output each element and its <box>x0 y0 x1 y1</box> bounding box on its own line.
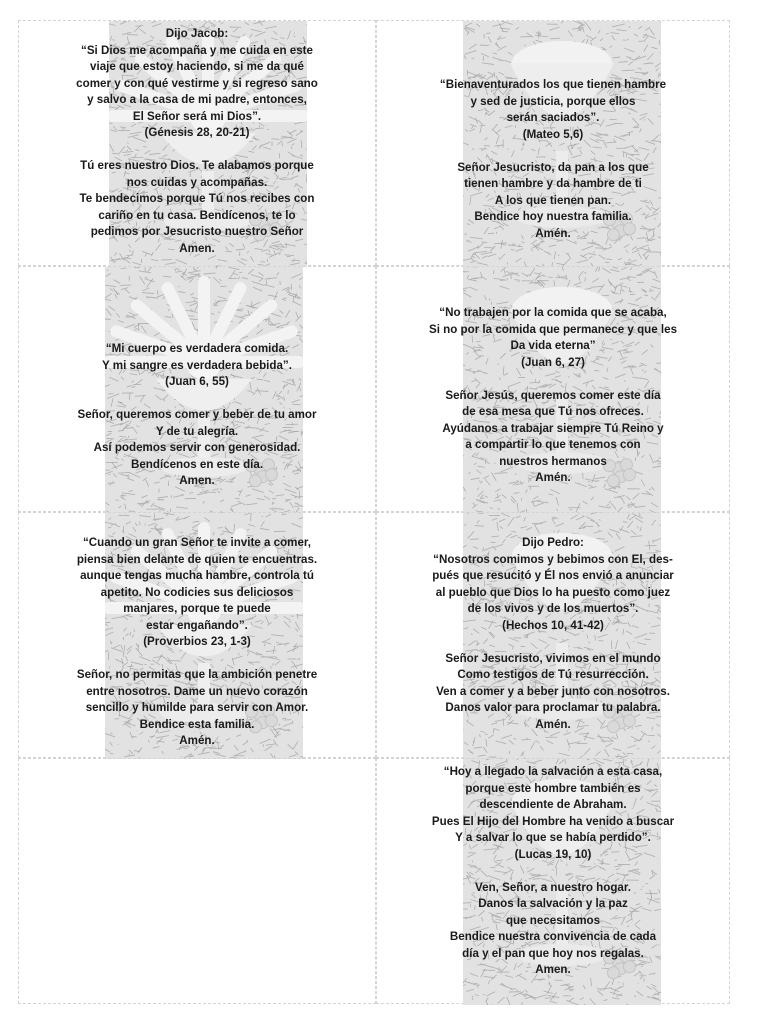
card-line: cariño en tu casa. Bendícenos, te lo <box>98 208 296 222</box>
card-line: A los que tienen pan. <box>494 193 612 207</box>
card-text <box>377 77 729 242</box>
card-text <box>377 305 729 487</box>
card-line: Amen. <box>179 241 215 255</box>
paragraph-gap <box>19 651 375 668</box>
card-line: comer y con qué vestirme y si regreso sano <box>76 76 318 90</box>
card-line: porque este hombre también es <box>465 781 641 795</box>
prayer-card-4 <box>376 266 730 512</box>
card-line: “Si Dios me acompaña y me cuida en este <box>81 43 313 57</box>
card-line: que necesitamos <box>505 913 601 927</box>
card-line: Bendícenos en este día. <box>130 457 264 471</box>
paragraph-gap <box>377 863 729 880</box>
paragraph-gap <box>19 391 375 408</box>
card-line: Señor, no permitas que la ambición penetre <box>76 668 318 681</box>
card-line: Ayúdanos a trabajar siempre Tú Reino y <box>442 421 664 435</box>
card-line: día y el pan que hoy nos regalas. <box>462 946 644 960</box>
prayer-card-7 <box>18 758 376 1004</box>
card-line: aunque tengas mucha hambre, controla tú <box>80 569 314 582</box>
prayer-card-5 <box>18 512 376 758</box>
card-line: (Juan 6, 55) <box>165 375 229 388</box>
card-line: y salvo a la casa de mi padre, entonces, <box>87 93 307 106</box>
card-text <box>19 535 375 750</box>
card-line: Señor, queremos comer y beber de tu amor <box>77 408 317 421</box>
paragraph-gap <box>377 634 729 651</box>
paragraph-gap <box>377 143 729 160</box>
card-line: viaje que estoy haciendo, si me da qué <box>90 60 304 73</box>
card-line: apetito. No codicies sus deliciosos <box>100 585 294 599</box>
card-line: sencillo y humilde para servir con Amor. <box>85 701 309 714</box>
card-line: a compartir lo que tenemos con <box>465 438 641 451</box>
paragraph-gap <box>19 142 375 159</box>
card-line: Pues El Hijo del Hombre ha venido a buscar <box>431 814 675 828</box>
prayer-card-8 <box>376 758 730 1004</box>
card-line: Y a salvar lo que se había perdido”. <box>455 831 651 844</box>
card-line: Danos valor para proclamar tu palabra. <box>445 701 661 714</box>
card-line: Amén. <box>179 734 215 747</box>
card-line: estar engañando”. <box>146 618 248 632</box>
card-line: Señor Jesucristo, vivimos en el mundo <box>445 651 661 665</box>
paragraph-gap <box>377 371 729 388</box>
card-text <box>19 341 375 490</box>
card-line: pués que resucitó y Él nos envió a anunciar <box>432 569 674 582</box>
card-line: “Nosotros comimos y bebimos con El, des- <box>433 552 673 566</box>
card-line: al pueblo que Dios lo ha puesto como juez <box>435 585 671 599</box>
card-line: Dijo Pedro: <box>522 536 584 549</box>
card-text <box>377 764 729 979</box>
card-text <box>377 535 729 733</box>
card-line: Señor Jesucristo, da pan a los que <box>457 160 649 174</box>
card-line: Así podemos servir con generosidad. <box>93 441 301 454</box>
card-line: piensa bien delante de quien te encuentras. <box>76 552 318 566</box>
card-line: Si no por la comida que permanece y que les <box>428 322 678 336</box>
card-text <box>19 26 375 257</box>
card-line: “No trabajen por la comida que se acaba, <box>439 306 667 319</box>
card-line: Bendice nuestra convivencia de cada <box>449 930 657 943</box>
card-line: (Lucas 19, 10) <box>514 847 592 861</box>
card-line: Amén. <box>535 471 571 484</box>
card-line: Bendice esta familia. <box>139 717 255 731</box>
card-line: Danos la salvación y la paz <box>478 897 628 910</box>
card-line: nuestros hermanos <box>499 454 607 468</box>
card-line: de esa mesa que Tú nos ofreces. <box>462 405 644 418</box>
card-line: El Señor será mi Dios”. <box>132 109 262 123</box>
card-line: Amen. <box>535 963 571 976</box>
card-line: Y mi sangre es verdadera bebida”. <box>102 358 292 372</box>
card-line: “Bienaventurados los que tienen hambre <box>439 78 667 91</box>
card-line: Amén. <box>535 717 571 731</box>
card-line: de los vivos y de los muertos”. <box>467 602 639 615</box>
card-line: Y de tu alegría. <box>155 424 239 438</box>
card-line: “Cuando un gran Señor te invite a comer, <box>82 536 312 549</box>
card-line: Dijo Jacob: <box>165 27 229 40</box>
card-line: (Juan 6, 27) <box>521 355 585 369</box>
card-line: (Hechos 10, 41-42) <box>502 618 604 632</box>
card-line: “Mi cuerpo es verdadera comida. <box>105 342 289 355</box>
prayer-card-1 <box>18 20 376 266</box>
card-line: pedimos por Jesucristo nuestro Señor <box>90 225 304 238</box>
card-line: Ven, Señor, a nuestro hogar. <box>475 880 631 894</box>
card-line: Te bendecimos porque Tú nos recibes con <box>79 192 315 205</box>
card-line: (Proverbios 23, 1-3) <box>143 635 251 648</box>
card-line: manjares, porque te puede <box>123 602 271 615</box>
card-line: Bendice hoy nuestra familia. <box>474 210 632 223</box>
card-line: Ven a comer y a beber junto con nosotros. <box>436 684 670 698</box>
prayer-card-2 <box>376 20 730 266</box>
card-line: Amen. <box>179 474 215 487</box>
card-line: “Hoy a llegado la salvación a esta casa, <box>443 765 663 778</box>
prayer-card-3 <box>18 266 376 512</box>
card-line: Amén. <box>535 226 571 240</box>
card-line: y sed de justicia, porque ellos <box>470 94 636 108</box>
card-line: Da vida eterna” <box>510 339 596 352</box>
card-line: (Mateo 5,6) <box>522 127 584 141</box>
card-line: serán saciados”. <box>506 111 600 124</box>
card-line: descendiente de Abraham. <box>479 798 627 811</box>
prayer-card-6 <box>376 512 730 758</box>
card-line: Como testigos de Tú resurrección. <box>457 668 649 681</box>
card-line: Señor Jesús, queremos comer este día <box>445 388 661 402</box>
card-line: (Génesis 28, 20-21) <box>144 126 250 139</box>
card-line: Tú eres nuestro Dios. Te alabamos porque <box>80 159 314 172</box>
card-line: nos cuidas y acompañas. <box>126 175 268 189</box>
card-line: tienen hambre y da hambre de ti <box>464 177 642 190</box>
card-line: entre nosotros. Dame un nuevo corazón <box>86 684 308 698</box>
